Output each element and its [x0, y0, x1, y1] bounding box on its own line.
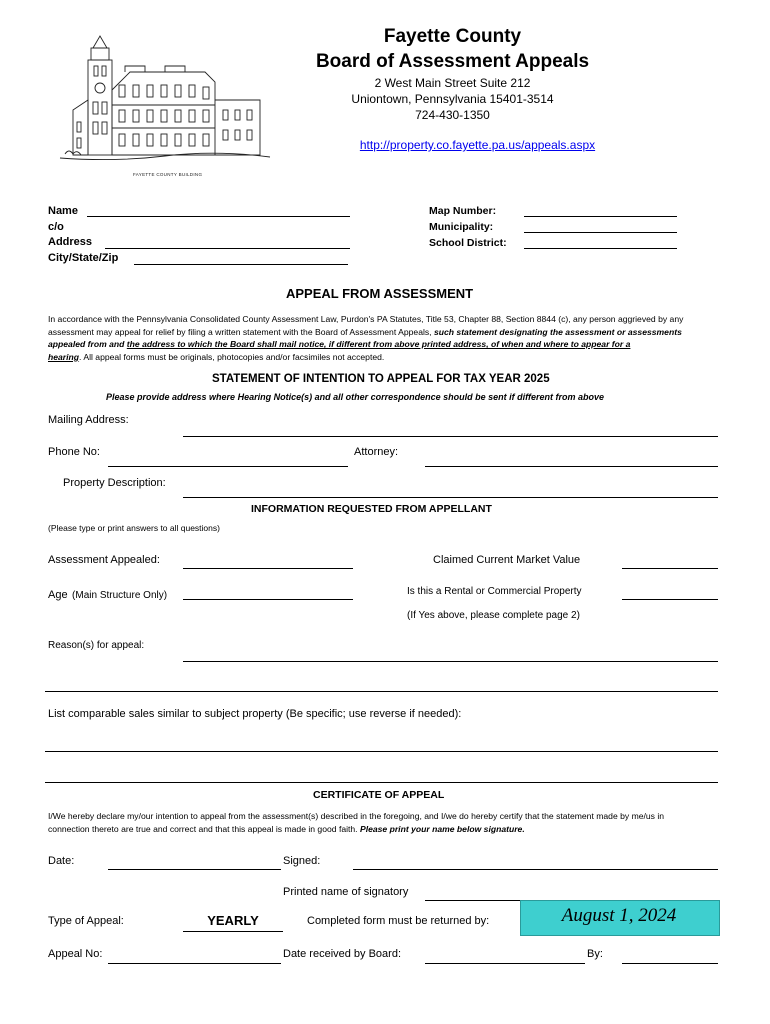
rental-commercial-label: Is this a Rental or Commercial Property [407, 586, 582, 597]
rental-note: (If Yes above, please complete page 2) [407, 610, 580, 621]
map-number-line [524, 216, 677, 217]
age-label: Age [48, 589, 68, 601]
appeal-intro-notice-address: the address to which the Board shall mail notice, if different from above printed address, of when and where to appear for a [126, 339, 631, 349]
signature-field[interactable] [353, 869, 718, 870]
return-deadline-label: Completed form must be returned by: [307, 915, 490, 927]
assessment-appealed-label: Assessment Appealed: [48, 554, 160, 566]
certificate-text-line-1: I/We hereby declare my/our intention to appeal from the assessment(s) described in the foregoing, and I/we do hereby certify that the statement made by me/us in [48, 811, 665, 821]
type-of-appeal-value: YEARLY [207, 913, 259, 928]
intention-title: STATEMENT OF INTENTION TO APPEAL FOR TAX YEAR 2025 [212, 373, 550, 385]
school-district-line [524, 248, 677, 249]
reasons-label: Reason(s) for appeal: [48, 640, 145, 651]
printed-name-label: Printed name of signatory [283, 886, 409, 898]
appeal-intro-originals-note: . All appeal forms must be originals, photocopies and/or facsimiles not accepted. [79, 351, 385, 362]
signed-label: Signed: [283, 855, 321, 867]
map-number-label: Map Number: [429, 205, 497, 217]
school-district-label: School District: [429, 237, 507, 249]
certificate-title: CERTIFICATE OF APPEAL [313, 789, 445, 801]
comparable-sales-line-1[interactable] [45, 751, 718, 752]
phone-number: 724-430-1350 [415, 108, 490, 122]
name-label: Name [48, 205, 78, 217]
appeals-website-link[interactable]: http://property.co.fayette.pa.us/appeals.aspx [359, 138, 596, 152]
comparable-sales-label: List comparable sales similar to subject property (Be specific; use reverse if needed): [48, 708, 462, 720]
municipality-line [524, 232, 677, 233]
age-note: (Main Structure Only) [72, 590, 168, 601]
age-field[interactable] [183, 599, 353, 600]
assessment-appealed-field[interactable] [183, 568, 353, 569]
received-by-label: By: [587, 948, 603, 960]
courthouse-drawing [55, 30, 275, 185]
board-name: Board of Assessment Appeals [315, 51, 590, 72]
rental-commercial-field[interactable] [622, 599, 718, 600]
intention-note: Please provide address where Hearing Notice(s) and all other correspondence should be sent if different from above [106, 392, 604, 402]
phone-field[interactable] [108, 466, 348, 467]
phone-label: Phone No: [48, 446, 100, 458]
co-label: c/o [48, 221, 64, 233]
date-received-label: Date received by Board: [283, 948, 402, 960]
address-line [105, 248, 350, 249]
mailing-address-label: Mailing Address: [48, 414, 129, 426]
market-value-field[interactable] [622, 568, 718, 569]
info-note: (Please type or print answers to all questions) [48, 523, 220, 533]
property-description-field[interactable] [183, 497, 718, 498]
address-label: Address [48, 236, 93, 248]
appeal-intro [48, 313, 738, 363]
appeal-intro-line-1: In accordance with the Pennsylvania Consolidated County Assessment Law, Purdon's PA Statutes, Title 53, Chapter 88, Section 8844 (c), any person aggrieved by any [48, 314, 684, 324]
certificate-text-line-2: connection thereto are true and correct and that this appeal is made in good faith. [48, 823, 360, 834]
address-line-2: Uniontown, Pennsylvania 15401-3514 [351, 92, 554, 106]
address-line-1: 2 West Main Street Suite 212 [374, 76, 531, 90]
date-received-field[interactable] [425, 963, 585, 964]
property-description-label: Property Description: [63, 477, 166, 489]
name-line [87, 216, 350, 217]
age-label-group [48, 585, 167, 603]
org-name: Fayette County [383, 26, 522, 47]
comparable-sales-line-2[interactable] [45, 782, 718, 783]
courthouse-logo [55, 30, 275, 185]
mailing-address-field[interactable] [183, 436, 718, 437]
municipality-label: Municipality: [429, 221, 494, 233]
reasons-field-line-1[interactable] [183, 661, 718, 662]
appeal-intro-hearing: hearing [48, 351, 80, 362]
date-field[interactable] [108, 869, 281, 870]
logo-caption: FAYETTE COUNTY BUILDING [133, 172, 203, 177]
attorney-field[interactable] [425, 466, 718, 467]
certificate-print-name-note: Please print your name below signature. [359, 823, 525, 834]
return-deadline-date: August 1, 2024 [561, 905, 677, 926]
certificate-text [48, 810, 738, 835]
appeal-title: APPEAL FROM ASSESSMENT [286, 286, 474, 301]
appeal-no-label: Appeal No: [48, 948, 103, 960]
date-label: Date: [48, 855, 75, 867]
appeal-intro-line-2: assessment may appeal for relief by filing a written statement with the Board of Assessment Appeals, [48, 326, 434, 337]
attorney-label: Attorney: [354, 446, 399, 458]
market-value-label: Claimed Current Market Value [433, 554, 581, 566]
type-of-appeal-line [183, 931, 283, 932]
appeal-intro-emphasis-2: appealed from and [48, 339, 127, 349]
info-title: INFORMATION REQUESTED FROM APPELLANT [251, 503, 492, 515]
city-state-zip-label: City/State/Zip [48, 252, 119, 264]
appeal-no-field[interactable] [108, 963, 281, 964]
reasons-field-line-2[interactable] [45, 691, 718, 692]
received-by-field[interactable] [622, 963, 718, 964]
appeal-intro-emphasis: such statement designating the assessment or assessments [433, 326, 682, 337]
type-of-appeal-label: Type of Appeal: [48, 915, 124, 927]
city-state-zip-line [134, 264, 348, 265]
